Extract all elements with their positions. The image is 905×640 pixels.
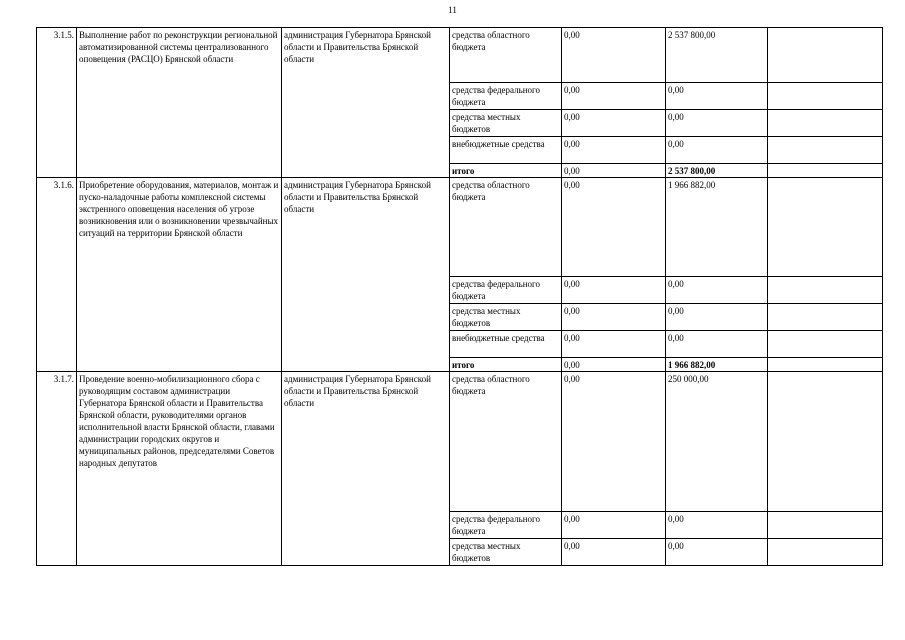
value-2: 0,00 bbox=[666, 277, 768, 304]
source-label: средства областного бюджета bbox=[450, 178, 562, 277]
table-row bbox=[37, 28, 883, 83]
item-executor: администрация Губернатора Брянской области и Правительства Брянской области bbox=[282, 372, 450, 566]
value-1: 0,00 bbox=[562, 277, 666, 304]
table-row bbox=[37, 178, 883, 277]
empty-cell bbox=[768, 164, 883, 178]
source-label: средства федерального бюджета bbox=[450, 512, 562, 539]
value-2: 0,00 bbox=[666, 137, 768, 164]
value-1: 0,00 bbox=[562, 83, 666, 110]
value-2: 250 000,00 bbox=[666, 372, 768, 512]
empty-cell bbox=[768, 110, 883, 137]
value-1: 0,00 bbox=[562, 178, 666, 277]
source-label: внебюджетные средства bbox=[450, 137, 562, 164]
source-label: средства местных бюджетов bbox=[450, 110, 562, 137]
page-number: 11 bbox=[448, 5, 457, 15]
source-label: средства областного бюджета bbox=[450, 28, 562, 83]
value-1: 0,00 bbox=[562, 110, 666, 137]
source-label: средства федерального бюджета bbox=[450, 83, 562, 110]
item-number: 3.1.6. bbox=[37, 178, 77, 372]
value-2: 1 966 882,00 bbox=[666, 178, 768, 277]
item-name: Приобретение оборудования, материалов, монтаж и пуско-наладочные работы комплексной системы экстренного оповещения населения об угрозе возникновения или о возникновении чрезвычайных ситуаций на территории Брянской области bbox=[77, 178, 282, 372]
value-1: 0,00 bbox=[562, 372, 666, 512]
empty-cell bbox=[768, 372, 883, 512]
empty-cell bbox=[768, 512, 883, 539]
value-1: 0,00 bbox=[562, 304, 666, 331]
item-executor: администрация Губернатора Брянской области и Правительства Брянской области bbox=[282, 178, 450, 372]
total-label: итого bbox=[450, 358, 562, 372]
value-2: 0,00 bbox=[666, 331, 768, 358]
total-value-1: 0,00 bbox=[562, 164, 666, 178]
empty-cell bbox=[768, 28, 883, 83]
value-1: 0,00 bbox=[562, 137, 666, 164]
item-name: Выполнение работ по реконструкции региональной автоматизированной системы централизованного оповещения (РАСЦО) Брянской области bbox=[77, 28, 282, 178]
value-1: 0,00 bbox=[562, 331, 666, 358]
value-1: 0,00 bbox=[562, 28, 666, 83]
empty-cell bbox=[768, 358, 883, 372]
empty-cell bbox=[768, 277, 883, 304]
source-label: средства федерального бюджета bbox=[450, 277, 562, 304]
empty-cell bbox=[768, 331, 883, 358]
empty-cell bbox=[768, 137, 883, 164]
empty-cell bbox=[768, 83, 883, 110]
empty-cell bbox=[768, 539, 883, 566]
value-1: 0,00 bbox=[562, 539, 666, 566]
item-executor: администрация Губернатора Брянской области и Правительства Брянской области bbox=[282, 28, 450, 178]
source-label: средства областного бюджета bbox=[450, 372, 562, 512]
total-value-2: 1 966 882,00 bbox=[666, 358, 768, 372]
total-label: итого bbox=[450, 164, 562, 178]
budget-table bbox=[36, 27, 883, 566]
value-2: 2 537 800,00 bbox=[666, 28, 768, 83]
value-2: 0,00 bbox=[666, 539, 768, 566]
source-label: средства местных бюджетов bbox=[450, 539, 562, 566]
value-2: 0,00 bbox=[666, 110, 768, 137]
empty-cell bbox=[768, 304, 883, 331]
value-1: 0,00 bbox=[562, 512, 666, 539]
item-number: 3.1.7. bbox=[37, 372, 77, 566]
value-2: 0,00 bbox=[666, 304, 768, 331]
item-name: Проведение военно-мобилизационного сбора с руководящим составом администрации Губернатора Брянской области и Правительства Брянской области, руководителями органов исполнительной власти Брянской области, главами администрации городских округов и муниципальных районов, председателями Советов народных депутатов bbox=[77, 372, 282, 566]
item-number: 3.1.5. bbox=[37, 28, 77, 178]
table-row bbox=[37, 372, 883, 512]
total-value-2: 2 537 800,00 bbox=[666, 164, 768, 178]
empty-cell bbox=[768, 178, 883, 277]
total-value-1: 0,00 bbox=[562, 358, 666, 372]
value-2: 0,00 bbox=[666, 83, 768, 110]
source-label: средства местных бюджетов bbox=[450, 304, 562, 331]
source-label: внебюджетные средства bbox=[450, 331, 562, 358]
value-2: 0,00 bbox=[666, 512, 768, 539]
